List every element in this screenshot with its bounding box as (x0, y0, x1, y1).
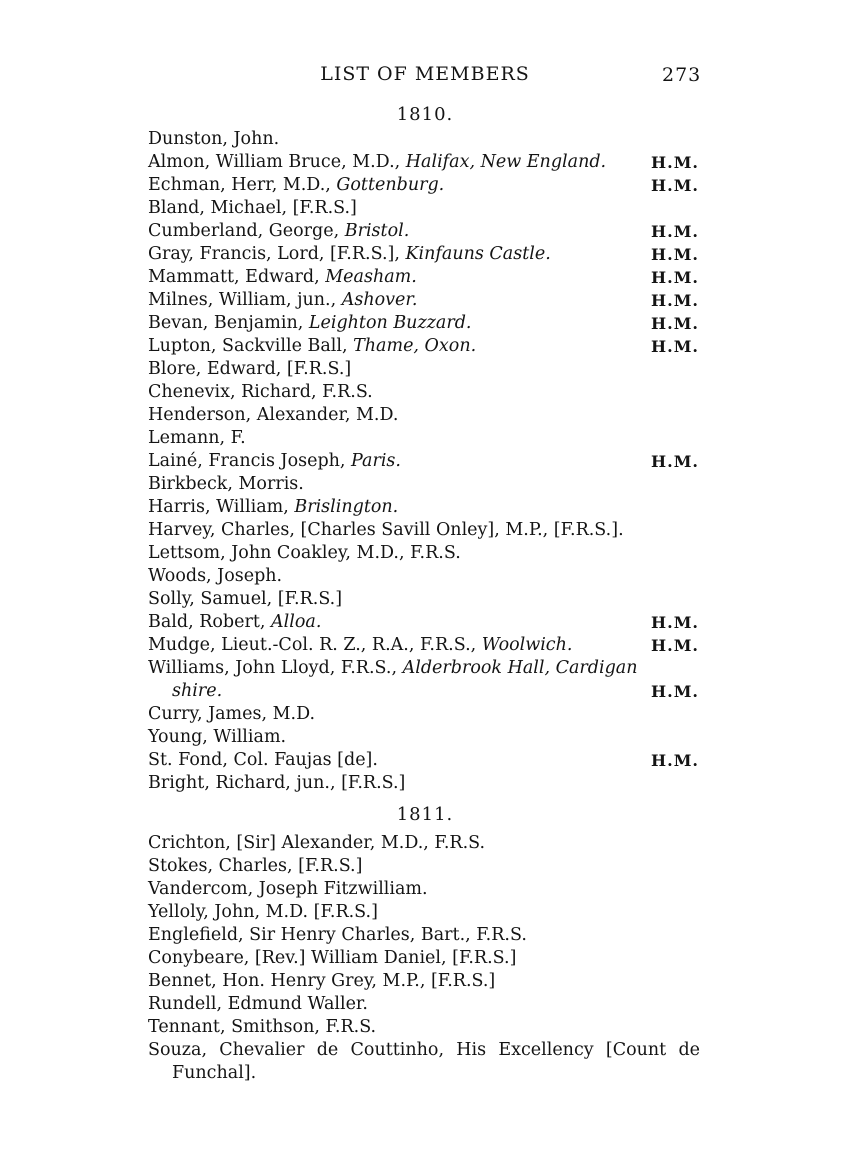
member-entry: Harvey, Charles, [Charles Savill Onley], M.P., [F.R.S.]. (148, 520, 624, 540)
member-entry: Cumberland, George, Bristol. H.M. (148, 221, 699, 241)
member-entry: Curry, James, M.D. (148, 704, 316, 724)
running-header-title: LIST OF MEMBERS (320, 63, 530, 85)
member-entry: Birkbeck, Morris. (148, 474, 304, 494)
member-entry: Bright, Richard, jun., [F.R.S.] (148, 773, 406, 793)
member-entry: Blore, Edward, [F.R.S.] (148, 359, 352, 379)
member-entry-continuation: Funchal]. (172, 1063, 257, 1083)
member-entry: Mammatt, Edward, Measham. H.M. (148, 267, 699, 287)
member-entry-continuation: shire. H.M. (172, 681, 699, 701)
member-entry: Tennant, Smithson, F.R.S. (148, 1017, 377, 1037)
member-entry: Chenevix, Richard, F.R.S. (148, 382, 373, 402)
member-entry: Milnes, William, jun., Ashover. H.M. (148, 290, 699, 310)
member-entry: Lainé, Francis Joseph, Paris. H.M. (148, 451, 699, 471)
member-entry: Yelloly, John, M.D. [F.R.S.] (148, 902, 378, 922)
member-entry: Bevan, Benjamin, Leighton Buzzard. H.M. (148, 313, 699, 333)
member-entry: Bald, Robert, Alloa. H.M. (148, 612, 699, 632)
member-entry: Echman, Herr, M.D., Gottenburg. H.M. (148, 175, 699, 195)
member-entry: Mudge, Lieut.-Col. R. Z., R.A., F.R.S., Woolwich. H.M. (148, 635, 699, 655)
member-entry: Bennet, Hon. Henry Grey, M.P., [F.R.S.] (148, 971, 496, 991)
member-entry: Gray, Francis, Lord, [F.R.S.], Kinfauns Castle. H.M. (148, 244, 699, 264)
member-entry: Crichton, [Sir] Alexander, M.D., F.R.S. (148, 833, 486, 853)
member-entry: Woods, Joseph. (148, 566, 283, 586)
member-entry: Stokes, Charles, [F.R.S.] (148, 856, 363, 876)
member-entry: Almon, William Bruce, M.D., Halifax, New England. H.M. (148, 152, 699, 172)
member-entry: Harris, William, Brislington. (148, 497, 399, 517)
member-entry: Conybeare, [Rev.] William Daniel, [F.R.S.] (148, 948, 517, 968)
member-entry: Lupton, Sackville Ball, Thame, Oxon. H.M. (148, 336, 699, 356)
member-entry: Henderson, Alexander, M.D. (148, 405, 399, 425)
year-heading-1810: 1810. (396, 104, 454, 125)
member-entry: Lettsom, John Coakley, M.D., F.R.S. (148, 543, 461, 563)
member-entry-wrapped: Williams, John Lloyd, F.R.S., Alderbrook Hall, Cardigan (148, 658, 638, 678)
member-entry: Lemann, F. (148, 428, 246, 448)
member-entry: Young, William. (148, 727, 287, 747)
page-number: 273 (662, 64, 702, 86)
member-entry: Rundell, Edmund Waller. (148, 994, 368, 1014)
member-list-1811 (148, 832, 708, 1085)
member-entry: Solly, Samuel, [F.R.S.] (148, 589, 343, 609)
member-entry: St. Fond, Col. Faujas [de]. H.M. (148, 750, 699, 770)
member-entry: Dunston, John. (148, 129, 280, 149)
member-entry-wrapped: Souza, Chevalier de Couttinho, His Excellency [Count de (148, 1040, 700, 1060)
year-heading-1811: 1811. (396, 804, 454, 825)
member-entry: Vandercom, Joseph Fitzwilliam. (148, 879, 428, 899)
member-entry: Bland, Michael, [F.R.S.] (148, 198, 357, 218)
member-entry: Englefield, Sir Henry Charles, Bart., F.R.S. (148, 925, 527, 945)
member-list-1810 (148, 128, 708, 795)
